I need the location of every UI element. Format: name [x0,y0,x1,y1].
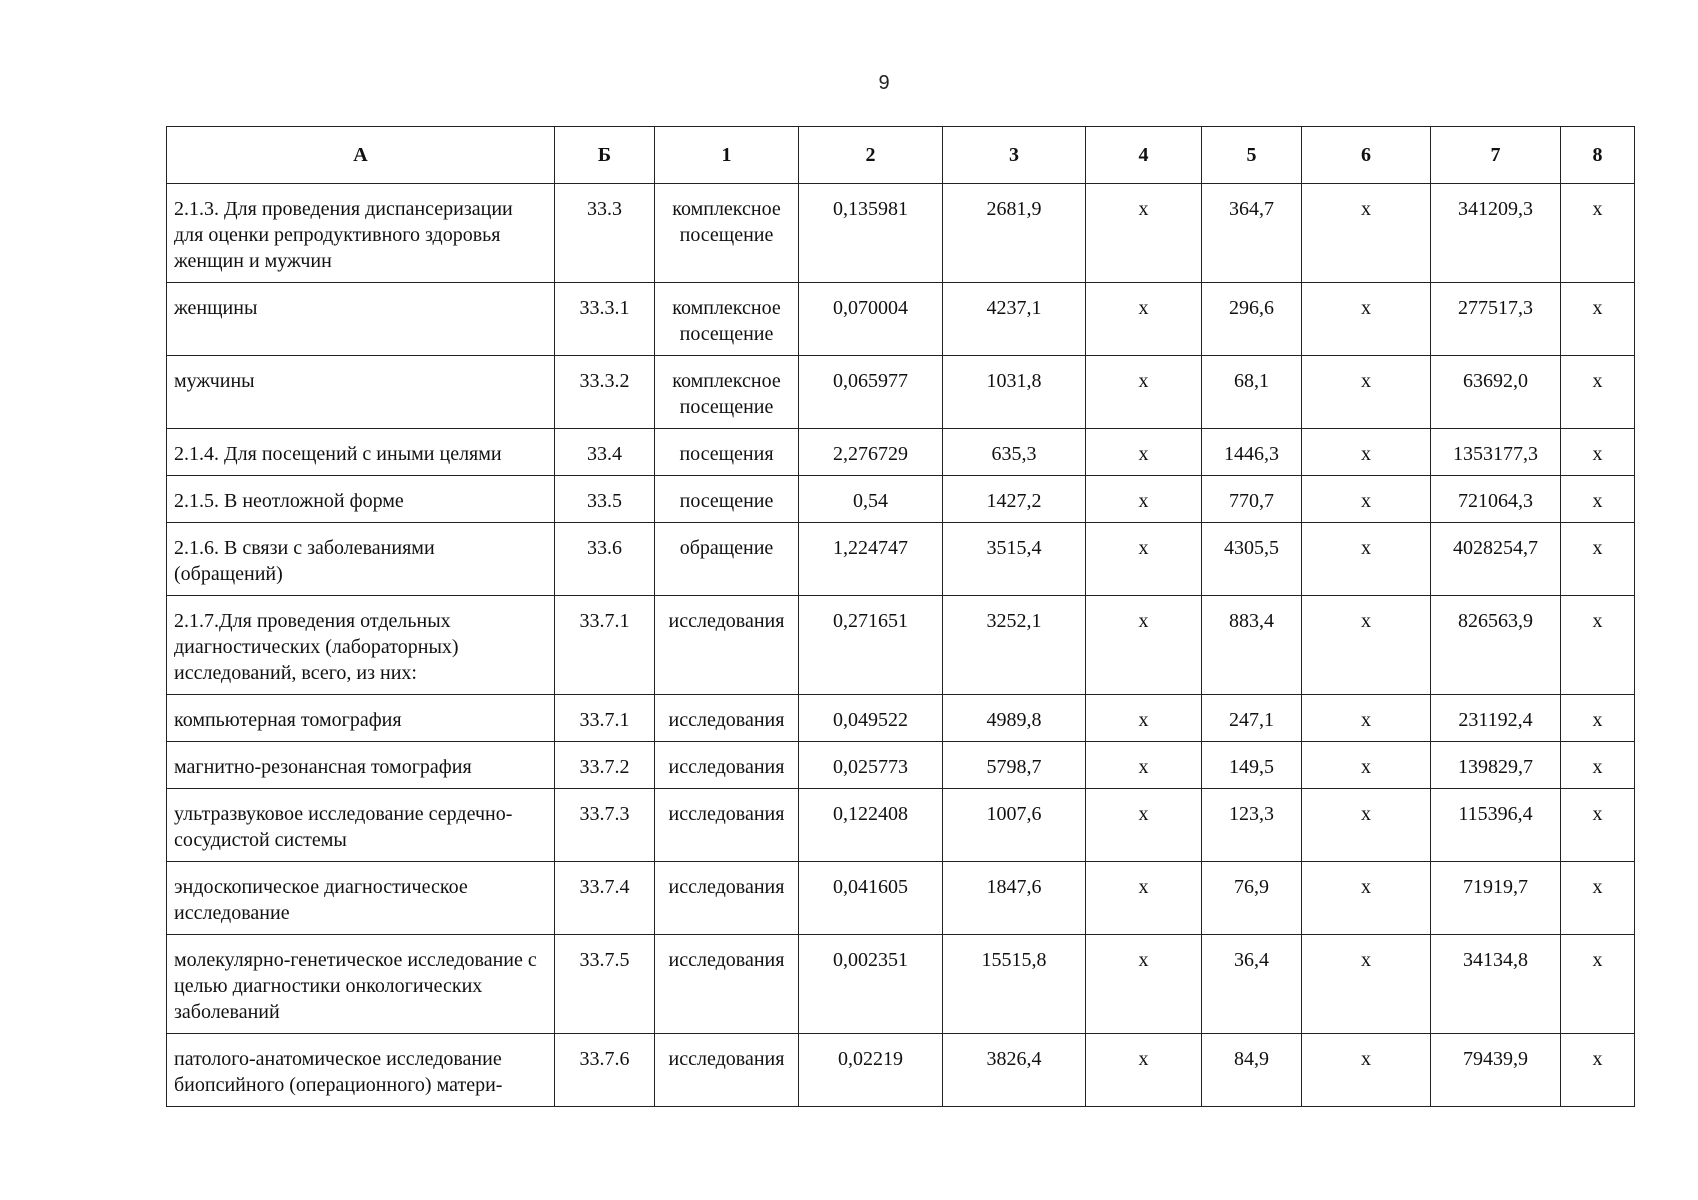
row-name-cell: мужчины [167,356,555,429]
page-number: 9 [878,72,890,94]
row-value-cell: 231192,4 [1431,695,1561,742]
table-row [167,184,1635,283]
row-value-cell: x [1561,789,1635,862]
row-code-cell: 33.4 [555,429,655,476]
row-value-cell: 1446,3 [1202,429,1302,476]
row-value-cell: x [1086,742,1202,789]
header-row [167,127,1635,184]
row-value-cell: 79439,9 [1431,1034,1561,1107]
row-value-cell: 2681,9 [943,184,1086,283]
row-value-cell: 63692,0 [1431,356,1561,429]
row-value-cell: x [1561,429,1635,476]
row-unit-cell: исследования [655,935,799,1034]
row-unit-cell: посещения [655,429,799,476]
row-value-cell: x [1561,476,1635,523]
row-code-cell: 33.7.1 [555,695,655,742]
row-name-cell: компьютерная томография [167,695,555,742]
row-value-cell: x [1302,695,1431,742]
row-value-cell: 71919,7 [1431,862,1561,935]
row-code-cell: 33.3.2 [555,356,655,429]
row-value-cell: 0,041605 [799,862,943,935]
row-unit-cell: исследования [655,862,799,935]
row-value-cell: 341209,3 [1431,184,1561,283]
row-code-cell: 33.3 [555,184,655,283]
row-value-cell: 149,5 [1202,742,1302,789]
column-header-5: 5 [1202,127,1302,184]
row-value-cell: 4305,5 [1202,523,1302,596]
row-value-cell: 0,049522 [799,695,943,742]
row-unit-cell: обращение [655,523,799,596]
row-value-cell: 15515,8 [943,935,1086,1034]
row-value-cell: x [1086,1034,1202,1107]
row-value-cell: 883,4 [1202,596,1302,695]
row-value-cell: x [1561,862,1635,935]
row-value-cell: x [1561,742,1635,789]
table-body [167,184,1635,1107]
row-value-cell: 123,3 [1202,789,1302,862]
column-header-8: 8 [1561,127,1635,184]
row-value-cell: x [1561,523,1635,596]
row-value-cell: x [1086,862,1202,935]
row-unit-cell: посещение [655,476,799,523]
row-name-cell: 2.1.4. Для посещений с иными целями [167,429,555,476]
row-value-cell: 115396,4 [1431,789,1561,862]
row-value-cell: x [1302,356,1431,429]
row-unit-cell: комплексное посещение [655,283,799,356]
column-header-2: 2 [799,127,943,184]
row-value-cell: 68,1 [1202,356,1302,429]
row-value-cell: 3252,1 [943,596,1086,695]
column-header-3: 3 [943,127,1086,184]
row-value-cell: x [1302,476,1431,523]
row-value-cell: 364,7 [1202,184,1302,283]
row-name-cell: 2.1.6. В связи с заболеваниями (обращений) [167,523,555,596]
row-value-cell: 721064,3 [1431,476,1561,523]
row-value-cell: x [1302,789,1431,862]
row-value-cell: 247,1 [1202,695,1302,742]
table-row [167,1034,1635,1107]
table-row [167,596,1635,695]
row-value-cell: x [1561,1034,1635,1107]
row-name-cell: патолого-анатомическое исследование биопсийного (операционного) матери- [167,1034,555,1107]
row-value-cell: 0,065977 [799,356,943,429]
row-value-cell: x [1086,695,1202,742]
row-code-cell: 33.7.4 [555,862,655,935]
row-value-cell: 34134,8 [1431,935,1561,1034]
row-value-cell: 0,025773 [799,742,943,789]
row-value-cell: x [1302,935,1431,1034]
row-value-cell: 0,122408 [799,789,943,862]
row-code-cell: 33.7.3 [555,789,655,862]
row-value-cell: x [1086,935,1202,1034]
row-value-cell: 1007,6 [943,789,1086,862]
row-code-cell: 33.3.1 [555,283,655,356]
row-value-cell: 770,7 [1202,476,1302,523]
row-unit-cell: комплексное посещение [655,356,799,429]
row-value-cell: x [1561,695,1635,742]
row-name-cell: молекулярно-генетическое исследование с целью диагностики онкологических заболеваний [167,935,555,1034]
row-code-cell: 33.7.6 [555,1034,655,1107]
row-value-cell: x [1302,596,1431,695]
row-value-cell: 0,271651 [799,596,943,695]
row-value-cell: x [1561,283,1635,356]
row-value-cell: x [1086,596,1202,695]
row-value-cell: x [1086,184,1202,283]
row-value-cell: 296,6 [1202,283,1302,356]
table-row [167,862,1635,935]
row-value-cell: x [1561,356,1635,429]
row-value-cell: 1031,8 [943,356,1086,429]
table-row [167,523,1635,596]
row-value-cell: 2,276729 [799,429,943,476]
row-value-cell: 1353177,3 [1431,429,1561,476]
table-row [167,695,1635,742]
row-value-cell: x [1302,742,1431,789]
row-value-cell: 76,9 [1202,862,1302,935]
row-value-cell: x [1561,935,1635,1034]
row-value-cell: x [1561,184,1635,283]
row-code-cell: 33.7.2 [555,742,655,789]
row-unit-cell: комплексное посещение [655,184,799,283]
row-value-cell: 4989,8 [943,695,1086,742]
row-code-cell: 33.7.5 [555,935,655,1034]
row-value-cell: x [1302,523,1431,596]
table-row [167,476,1635,523]
table-row [167,935,1635,1034]
row-value-cell: 3515,4 [943,523,1086,596]
row-value-cell: 1427,2 [943,476,1086,523]
table-row [167,742,1635,789]
table-row [167,356,1635,429]
table-row [167,283,1635,356]
row-code-cell: 33.5 [555,476,655,523]
row-value-cell: 3826,4 [943,1034,1086,1107]
row-value-cell: x [1302,283,1431,356]
row-unit-cell: исследования [655,695,799,742]
row-value-cell: 826563,9 [1431,596,1561,695]
row-unit-cell: исследования [655,742,799,789]
row-value-cell: 1847,6 [943,862,1086,935]
row-value-cell: 0,54 [799,476,943,523]
row-value-cell: x [1302,1034,1431,1107]
row-value-cell: 0,02219 [799,1034,943,1107]
row-unit-cell: исследования [655,596,799,695]
row-name-cell: эндоскопическое диагностическое исследование [167,862,555,935]
row-value-cell: x [1086,523,1202,596]
row-value-cell: x [1302,184,1431,283]
row-value-cell: 0,002351 [799,935,943,1034]
row-value-cell: x [1561,596,1635,695]
column-header-a: А [167,127,555,184]
row-value-cell: 0,135981 [799,184,943,283]
row-value-cell: x [1086,476,1202,523]
row-value-cell: x [1302,862,1431,935]
row-unit-cell: исследования [655,789,799,862]
row-value-cell: x [1086,789,1202,862]
row-value-cell: x [1302,429,1431,476]
column-header-6: 6 [1302,127,1431,184]
row-value-cell: 5798,7 [943,742,1086,789]
row-value-cell: 4028254,7 [1431,523,1561,596]
row-name-cell: женщины [167,283,555,356]
data-table [166,126,1635,1107]
row-value-cell: 84,9 [1202,1034,1302,1107]
row-name-cell: ультразвуковое исследование сердечно-сосудистой системы [167,789,555,862]
row-value-cell: x [1086,429,1202,476]
row-value-cell: 4237,1 [943,283,1086,356]
row-name-cell: 2.1.7.Для проведения отдельных диагностических (лабораторных) исследований, всего, из них: [167,596,555,695]
row-name-cell: 2.1.5. В неотложной форме [167,476,555,523]
column-header-7: 7 [1431,127,1561,184]
row-value-cell: 277517,3 [1431,283,1561,356]
row-unit-cell: исследования [655,1034,799,1107]
row-name-cell: 2.1.3. Для проведения диспансеризации для оценки репродуктивного здоровья женщин и мужчин [167,184,555,283]
row-value-cell: 1,224747 [799,523,943,596]
row-value-cell: x [1086,356,1202,429]
row-value-cell: 36,4 [1202,935,1302,1034]
row-value-cell: 635,3 [943,429,1086,476]
row-value-cell: 0,070004 [799,283,943,356]
column-header-1: 1 [655,127,799,184]
row-value-cell: 139829,7 [1431,742,1561,789]
table-row [167,429,1635,476]
table-row [167,789,1635,862]
column-header-b: Б [555,127,655,184]
row-code-cell: 33.6 [555,523,655,596]
row-code-cell: 33.7.1 [555,596,655,695]
row-value-cell: x [1086,283,1202,356]
column-header-4: 4 [1086,127,1202,184]
row-name-cell: магнитно-резонансная томография [167,742,555,789]
